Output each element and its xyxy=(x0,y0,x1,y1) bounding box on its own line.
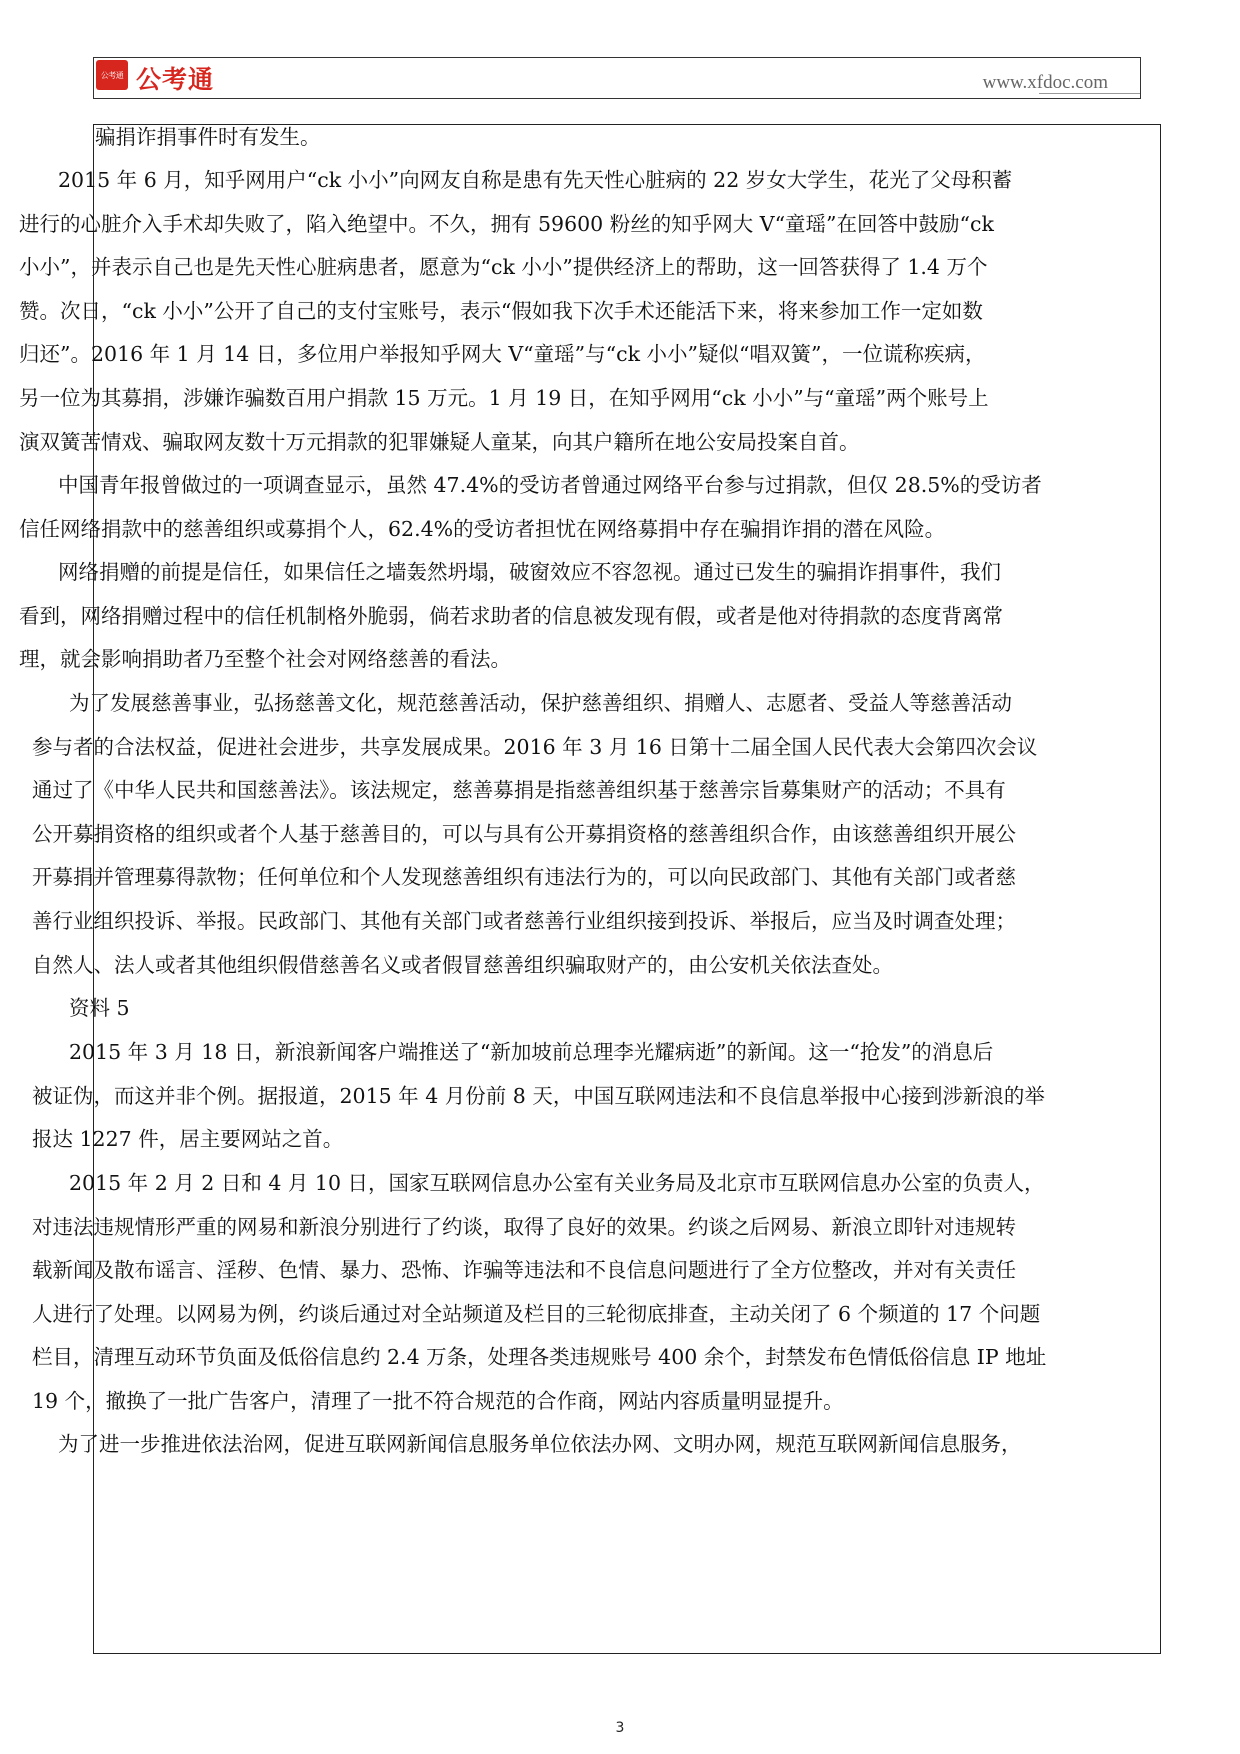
text-line: 为了进一步推进依法治网，促进互联网新闻信息服务单位依法办网、文明办网，规范互联网新闻信息服务， xyxy=(58,1432,1022,1456)
text-line: 中国青年报曾做过的一项调查显示，虽然 47.4%的受访者曾通过网络平台参与过捐款，但仅 28.5%的受访者 xyxy=(58,473,1042,497)
text-line: 赞。次日，“ck 小小”公开了自己的支付宝账号，表示“假如我下次手术还能活下来，将来参加工作一定如数 xyxy=(19,298,983,323)
text-line: 看到，网络捐赠过程中的信任机制格外脆弱，倘若求助者的信息被发现有假，或者是他对待捐款的态度背离常 xyxy=(19,603,1003,628)
text-line: 另一位为其募捐，涉嫌诈骗数百用户捐款 15 万元。1 月 19 日，在知乎网用“ck 小小”与“童瑶”两个账号上 xyxy=(19,386,989,410)
text-line: 开募捐并管理募得款物；任何单位和个人发现慈善组织有违法行为的，可以向民政部门、其他有关部门或者慈 xyxy=(32,865,1016,890)
text-line: 2015 年 2 月 2 日和 4 月 10 日，国家互联网信息办公室有关业务局及北京市互联网信息办公室的负责人， xyxy=(69,1171,1045,1195)
text-line: 通过了《中华人民共和国慈善法》。该法规定，慈善募捐是指慈善组织基于慈善宗旨募集财产的活动；不具有 xyxy=(32,778,1006,803)
header-underline xyxy=(1039,93,1140,94)
site-url[interactable]: www.xfdoc.com xyxy=(982,72,1108,93)
text-line: 人进行了处理。以网易为例，约谈后通过对全站频道及栏目的三轮彻底排查，主动关闭了 6 个频道的 17 个问题 xyxy=(32,1301,1041,1326)
logo-badge-icon: 公考通 xyxy=(96,60,128,90)
text-line: 小小”，并表示自己也是先天性心脏病患者，愿意为“ck 小小”提供经济上的帮助，这一回答获得了 1.4 万个 xyxy=(19,255,988,280)
text-line: 公开募捐资格的组织或者个人基于慈善目的，可以与具有公开募捐资格的慈善组织合作，由该慈善组织开展公 xyxy=(32,821,1016,846)
text-line: 善行业组织投诉、举报。民政部门、其他有关部门或者慈善行业组织接到投诉、举报后，应当及时调查处理； xyxy=(32,909,1016,933)
text-line: 2015 年 3 月 18 日，新浪新闻客户端推送了“新加坡前总理李光耀病逝”的新闻。这一“抢发”的消息后 xyxy=(69,1040,994,1064)
logo-text: 公考通 xyxy=(136,65,215,94)
page-header xyxy=(93,57,1141,99)
text-line: 报达 1227 件，居主要网站之首。 xyxy=(32,1127,344,1152)
text-line: 进行的心脏介入手术却失败了，陷入绝望中。不久，拥有 59600 粉丝的知乎网大 V“童瑶”在回答中鼓励“ck xyxy=(19,211,994,236)
text-line: 载新闻及散布谣言、淫秽、色情、暴力、恐怖、诈骗等违法和不良信息问题进行了全方位整改，并对有关责任 xyxy=(32,1258,1016,1283)
text-line: 骗捐诈捐事件时有发生。 xyxy=(95,125,321,149)
text-line: 2015 年 6 月，知乎网用户“ck 小小”向网友自称是患有先天性心脏病的 22 岁女大学生，花光了父母积蓄 xyxy=(58,168,1013,192)
text-line: 栏目，清理互动环节负面及低俗信息约 2.4 万条，处理各类违规账号 400 余个，封禁发布色情低俗信息 IP 地址 xyxy=(32,1345,1047,1370)
text-line: 19 个，撤换了一批广告客户，清理了一批不符合规范的合作商，网站内容质量明显提升。 xyxy=(32,1389,844,1413)
text-line: 演双簧苦情戏、骗取网友数十万元捐款的犯罪嫌疑人童某，向其户籍所在地公安局投案自首。 xyxy=(19,429,860,454)
text-line: 资料 5 xyxy=(69,996,130,1020)
text-line: 理，就会影响捐助者乃至整个社会对网络慈善的看法。 xyxy=(19,647,511,672)
page-number: 3 xyxy=(615,1720,625,1736)
text-line: 信任网络捐款中的慈善组织或募捐个人，62.4%的受访者担忧在网络募捐中存在骗捐诈捐的潜在风险。 xyxy=(19,516,946,541)
text-line: 对违法违规情形严重的网易和新浪分别进行了约谈，取得了良好的效果。约谈之后网易、新浪立即针对违规转 xyxy=(32,1214,1016,1239)
text-line: 参与者的合法权益，促进社会进步，共享发展成果。2016 年 3 月 16 日第十二届全国人民代表大会第四次会议 xyxy=(32,734,1038,759)
text-line: 为了发展慈善事业，弘扬慈善文化，规范慈善活动，保护慈善组织、捐赠人、志愿者、受益人等慈善活动 xyxy=(69,691,1012,715)
text-line: 被证伪，而这并非个例。据报道，2015 年 4 月份前 8 天，中国互联网违法和不良信息举报中心接到涉新浪的举 xyxy=(32,1083,1045,1108)
text-line: 自然人、法人或者其他组织假借慈善名义或者假冒慈善组织骗取财产的，由公安机关依法查处。 xyxy=(32,952,893,977)
text-line: 网络捐赠的前提是信任，如果信任之墙轰然坍塌，破窗效应不容忽视。通过已发生的骗捐诈捐事件，我们 xyxy=(58,560,1001,584)
text-line: 归还”。2016 年 1 月 14 日，多位用户举报知乎网大 V“童瑶”与“ck 小小”疑似“唱双簧”，一位谎称疾病， xyxy=(19,342,986,367)
